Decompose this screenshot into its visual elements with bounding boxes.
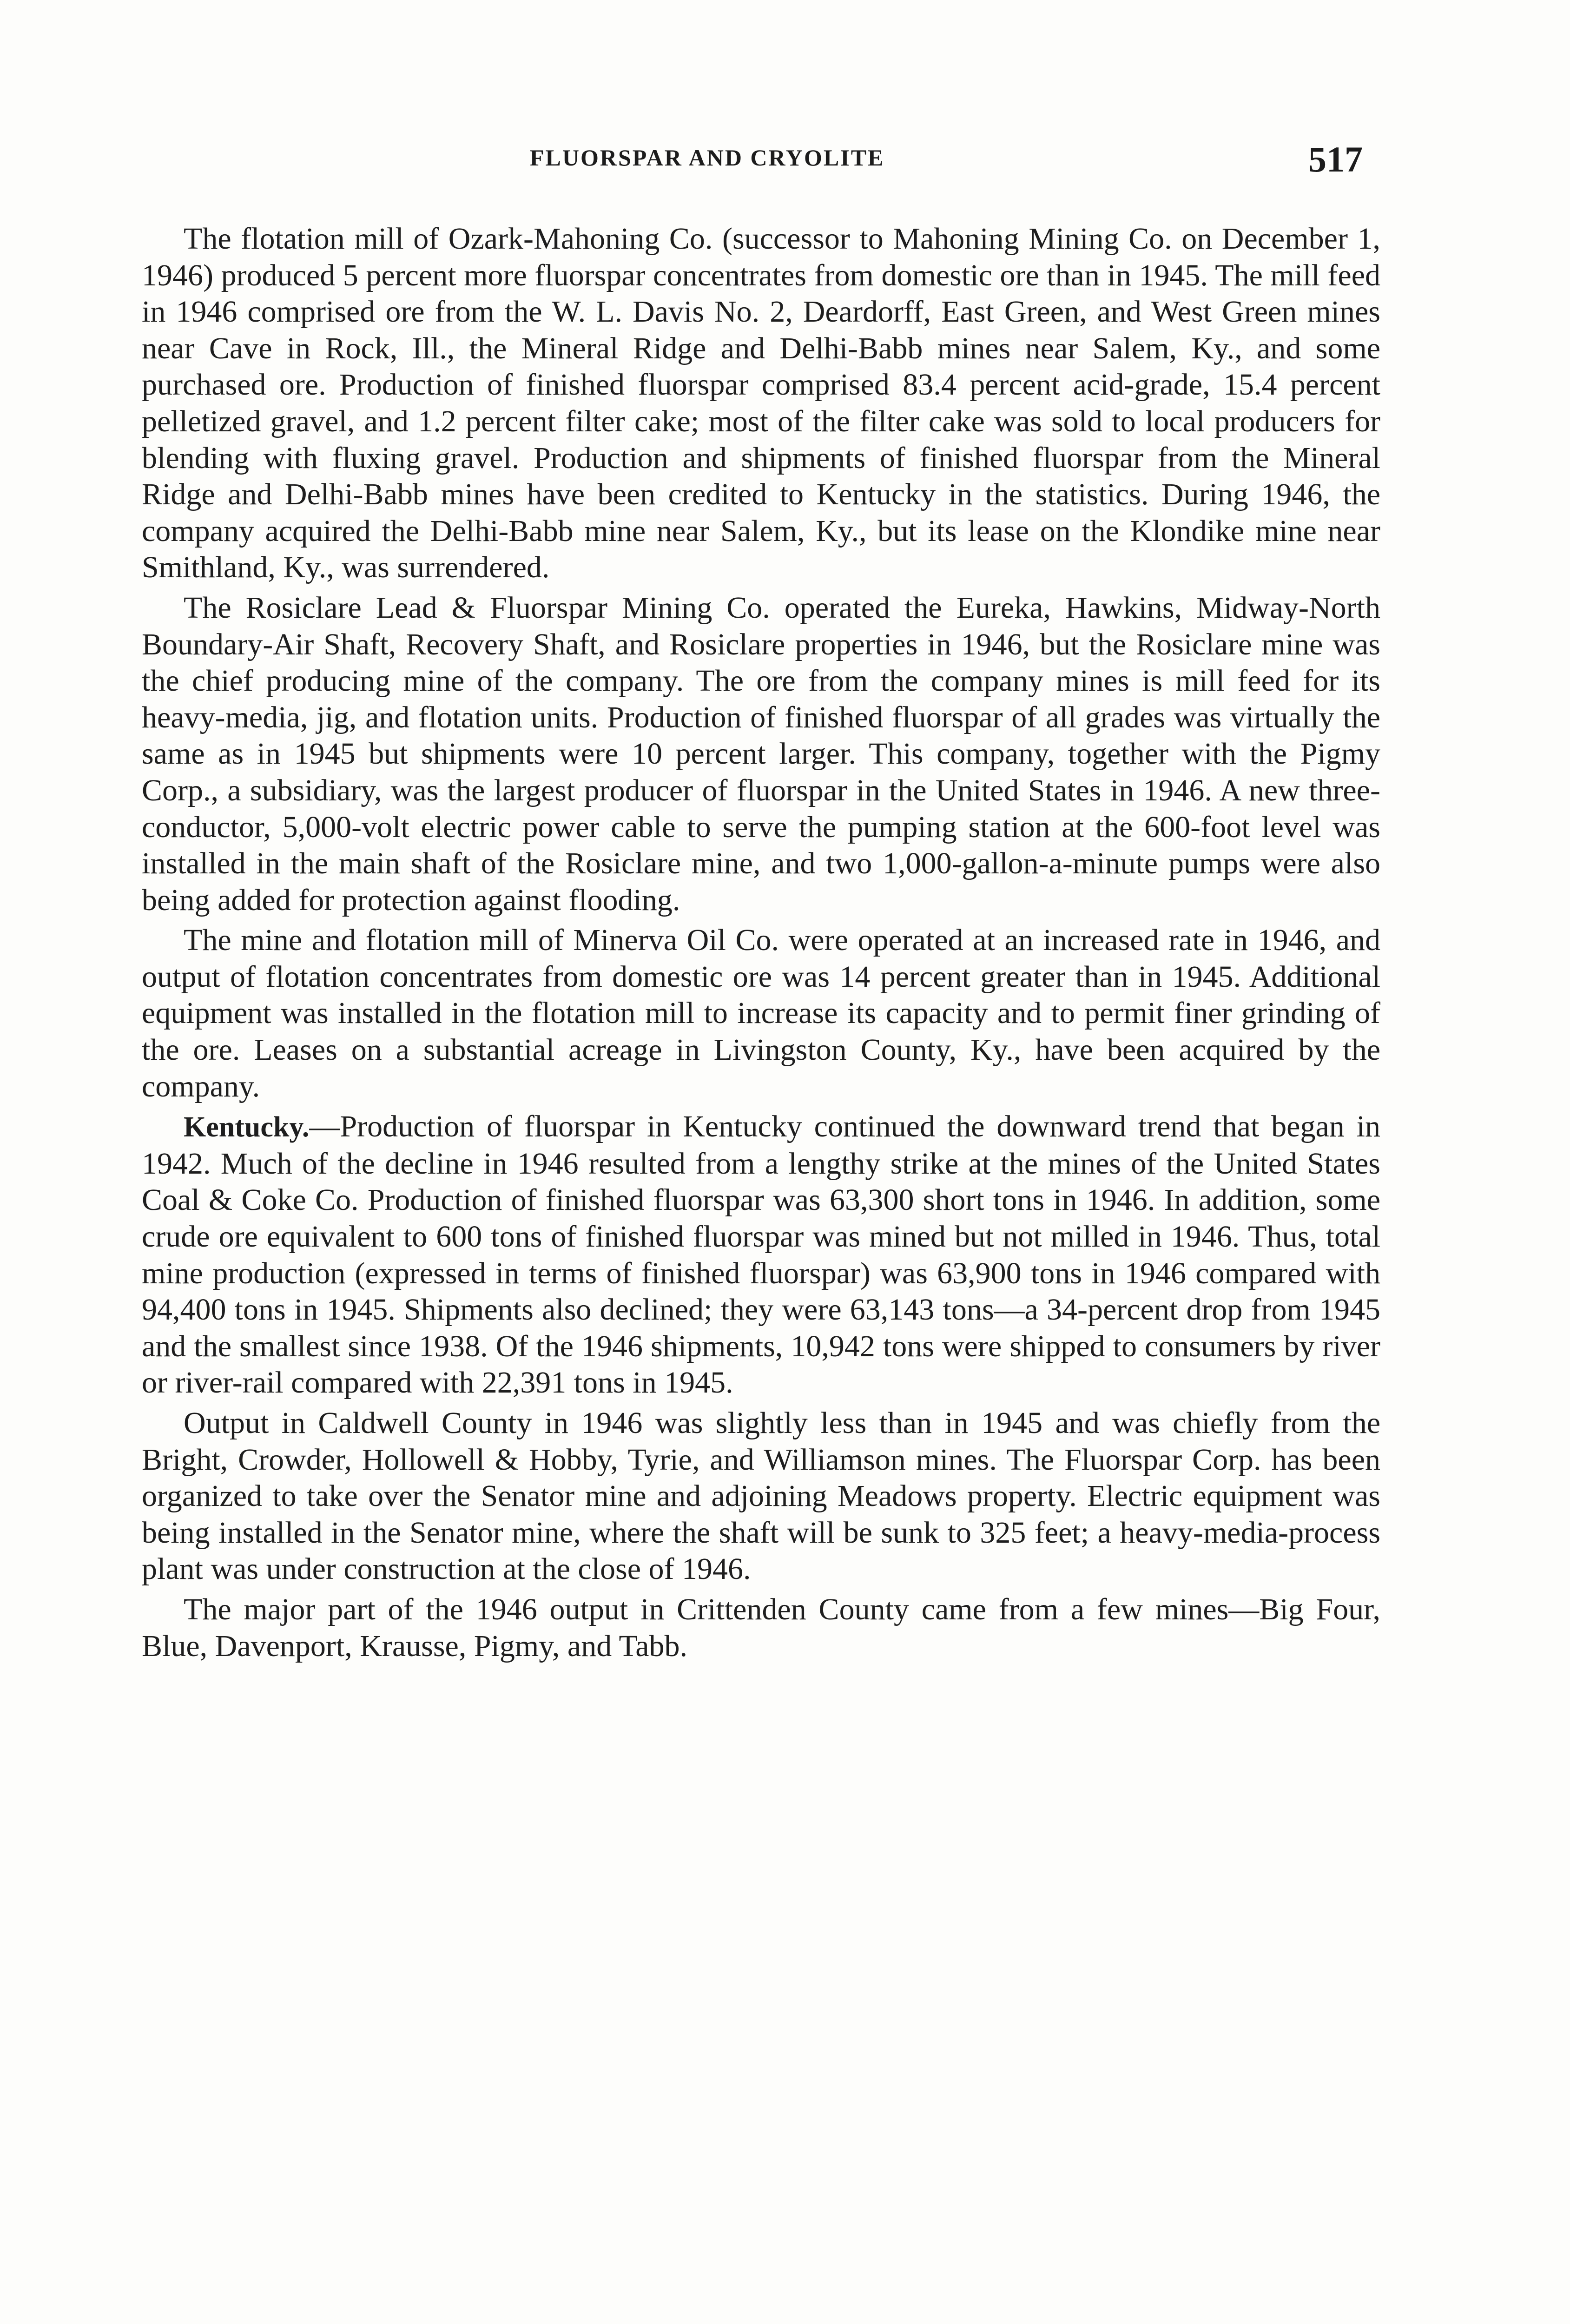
paragraph-text: The major part of the 1946 output in Crittenden County came from a few mines—Big Four, Blue, Davenport, Krausse, Pigmy, and Tabb. <box>142 1592 1380 1663</box>
paragraph-rosiclare <box>142 590 1380 918</box>
paragraph-text: —Production of fluorspar in Kentucky continued the downward trend that began in 1942. Much of the decline in 1946 resulted from a lengthy strike at the mines of the United States Coal & Coke Co. Production of finished fluorspar was 63,300 short tons in 1946. In addition, some crude ore equivalent to 600 tons of finished fluorspar was mined but not milled in 1946. Thus, total mine production (expressed in terms of finished fluorspar) was 63,900 tons in 1946 compared with 94,400 tons in 1945. Shipments also declined; they were 63,143 tons—a 34-percent drop from 1945 and the smallest since 1938. Of the 1946 shipments, 10,942 tons were shipped to consumers by river or river-rail compared with 22,391 tons in 1945. <box>142 1109 1380 1400</box>
paragraph-caldwell-county <box>142 1405 1380 1588</box>
section-subhead-kentucky: Kentucky. <box>184 1111 310 1143</box>
paragraph-crittenden-county <box>142 1591 1380 1664</box>
paragraph-text: Output in Caldwell County in 1946 was slightly less than in 1945 and was chiefly from the Bright, Crowder, Hollowell & Hobby, Tyrie, and Williamson mines. The Fluorspar Corp. has been organized to take over the Senator mine and adjoining Meadows property. Electric equipment was being installed in the Senator mine, where the shaft will be sunk to 325 feet; a heavy-media-process plant was under construction at the close of 1946. <box>142 1406 1380 1586</box>
page-number: 517 <box>1308 139 1363 179</box>
running-head: FLUORSPAR AND CRYOLITE <box>530 145 885 171</box>
paragraph-ozark-mahoning <box>142 221 1380 586</box>
paragraph-minerva <box>142 922 1380 1105</box>
paragraph-text: The flotation mill of Ozark-Mahoning Co. (successor to Mahoning Mining Co. on December 1, 1946) produced 5 percent more fluorspar concentrates from domestic ore than in 1945. The mill feed in 1946 comprised ore from the W. L. Davis No. 2, Deardorff, East Green, and West Green mines near Cave in Rock, Ill., the Mineral Ridge and Delhi-Babb mines near Salem, Ky., and some purchased ore. Production of finished fluorspar comprised 83.4 percent acid-grade, 15.4 percent pelletized gravel, and 1.2 percent filter cake; most of the filter cake was sold to local producers for blending with fluxing gravel. Production and shipments of finished fluorspar from the Mineral Ridge and Delhi-Babb mines have been credited to Kentucky in the statistics. During 1946, the company acquired the Delhi-Babb mine near Salem, Ky., but its lease on the Klondike mine near Smithland, Ky., was surrendered. <box>142 222 1380 585</box>
paragraph-kentucky <box>142 1109 1380 1401</box>
body-text <box>142 221 1380 1664</box>
paragraph-text: The Rosiclare Lead & Fluorspar Mining Co. operated the Eureka, Hawkins, Midway-North Boundary-Air Shaft, Recovery Shaft, and Rosiclare properties in 1946, but the Rosiclare mine was the chief producing mine of the company. The ore from the company mines is mill feed for its heavy-media, jig, and flotation units. Production of finished fluorspar of all grades was virtually the same as in 1945 but shipments were 10 percent larger. This company, together with the Pigmy Corp., a subsidiary, was the largest producer of fluorspar in the United States in 1946. A new three-conductor, 5,000-volt electric power cable to serve the pumping station at the 600-foot level was installed in the main shaft of the Rosiclare mine, and two 1,000-gallon-a-minute pumps were also being added for protection against flooding. <box>142 590 1380 917</box>
paragraph-text: The mine and flotation mill of Minerva Oil Co. were operated at an increased rate in 1946, and output of flotation concentrates from domestic ore was 14 percent greater than in 1945. Additional equipment was installed in the flotation mill to increase its capacity and to permit finer grinding of the ore. Leases on a substantial acreage in Livingston County, Ky., have been acquired by the company. <box>142 923 1380 1103</box>
